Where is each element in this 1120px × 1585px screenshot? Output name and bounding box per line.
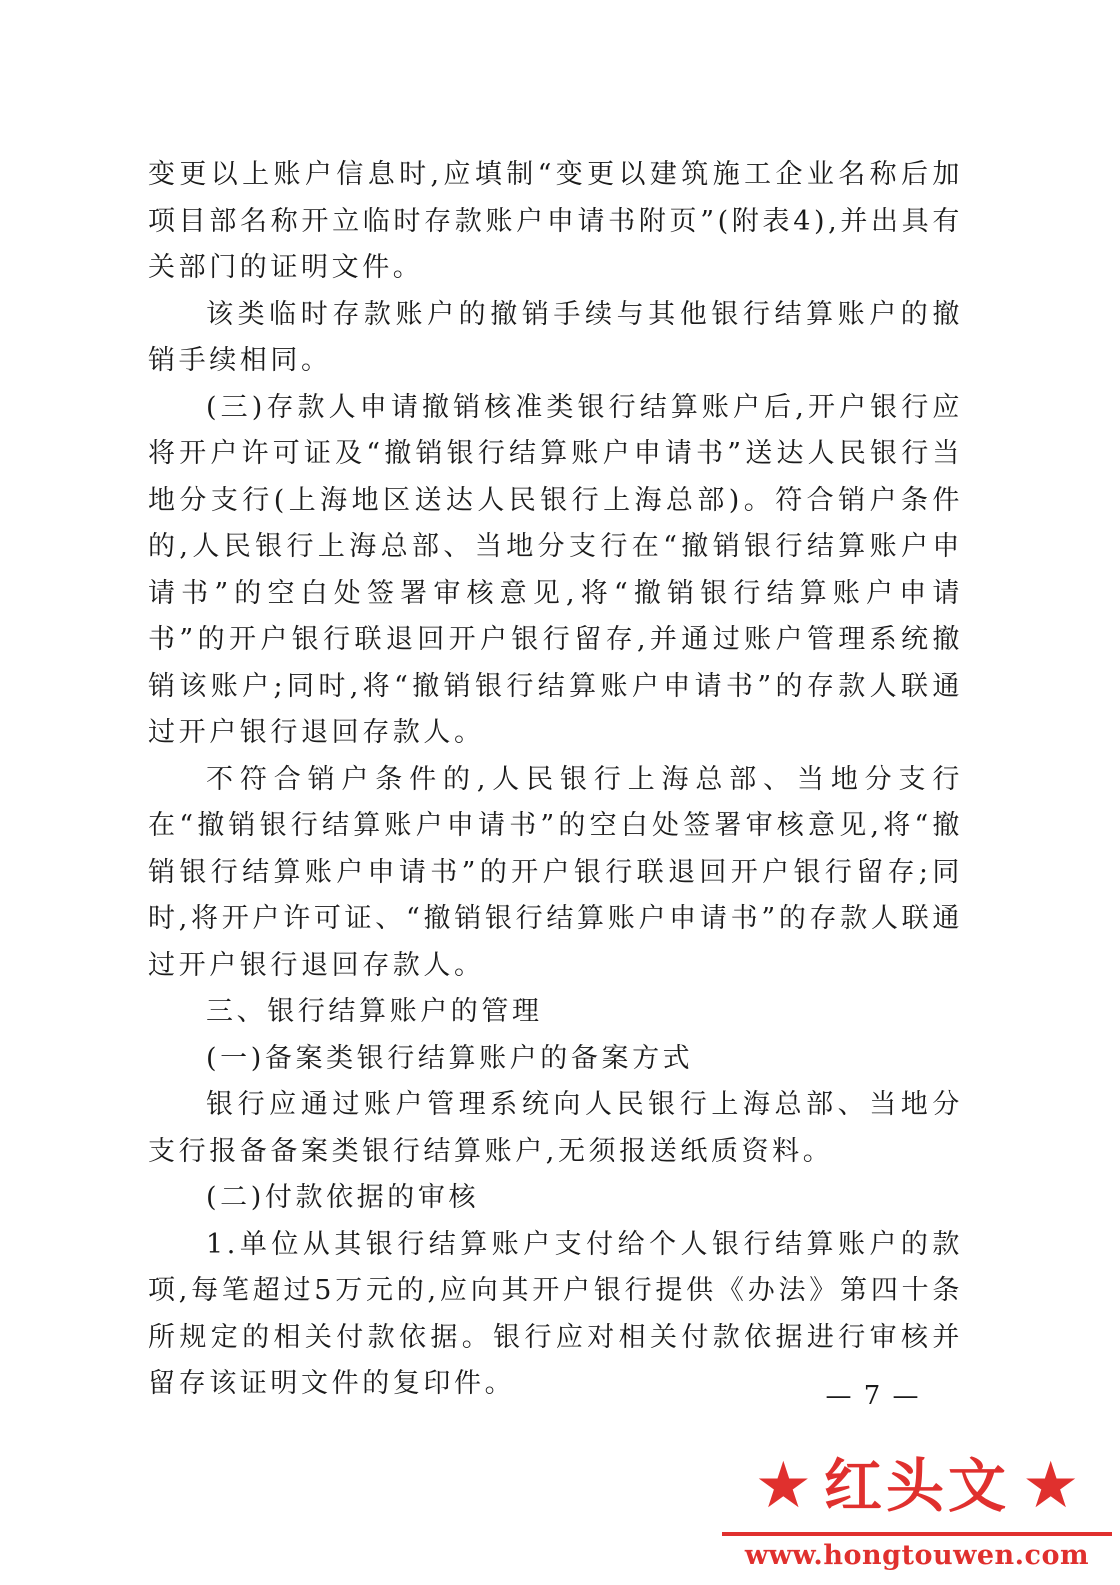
paragraph-2: 该类临时存款账户的撤销手续与其他银行结算账户的撤销手续相同。 (148, 298, 963, 376)
star-icon: ★ (1022, 1449, 1080, 1523)
paragraph-1: 变更以上账户信息时,应填制“变更以建筑施工企业名称后加项目部名称开立临时存款账户申请书附页”(附表4),并出具有关部门的证明文件。 (148, 159, 963, 283)
paragraph-6: 1.单位从其银行结算账户支付给个人银行结算账户的款项,每笔超过5万元的,应向其开户银行提供《办法》第四十条所规定的相关付款依据。银行应对相关付款依据进行审核并留存该证明文件的复印件。 (148, 1228, 963, 1399)
subsection-heading-1: (一)备案类银行结算账户的备案方式 (206, 1042, 694, 1074)
subsection-heading-2: (二)付款依据的审核 (206, 1182, 480, 1213)
section-heading-3: 三、银行结算账户的管理 (206, 996, 543, 1027)
page-number: — 7 — (825, 1381, 921, 1411)
document-body (148, 152, 963, 1408)
paragraph-5: 银行应通过账户管理系统向人民银行上海总部、当地分支行报备备案类银行结算账户,无须报送纸质资料。 (148, 1089, 963, 1167)
watermark-title: 红头文 (823, 1452, 1010, 1520)
watermark-row (722, 1446, 1112, 1526)
watermark-logo (722, 1446, 1112, 1576)
watermark-url: www.hongtouwen.com (744, 1540, 1090, 1571)
paragraph-4: 不符合销户条件的,人民银行上海总部、当地分支行在“撤销银行结算账户申请书”的空白处签署审核意见,将“撤销银行结算账户申请书”的开户银行联退回开户银行留存;同时,将开户许可证、“撤销银行结算账户申请书”的存款人联通过开户银行退回存款人。 (148, 763, 963, 981)
star-icon: ★ (754, 1449, 812, 1523)
paragraph-3: (三)存款人申请撤销核准类银行结算账户后,开户银行应将开户许可证及“撤销银行结算账户申请书”送达人民银行当地分支行(上海地区送达人民银行上海总部)。符合销户条件的,人民银行上海总部、当地分支行在“撤销银行结算账户申请书”的空白处签署审核意见,将“撤销银行结算账户申请书”的开户银行联退回开户银行留存,并通过账户管理系统撤销该账户;同时,将“撤销银行结算账户申请书”的存款人联通过开户银行退回存款人。 (148, 391, 963, 748)
